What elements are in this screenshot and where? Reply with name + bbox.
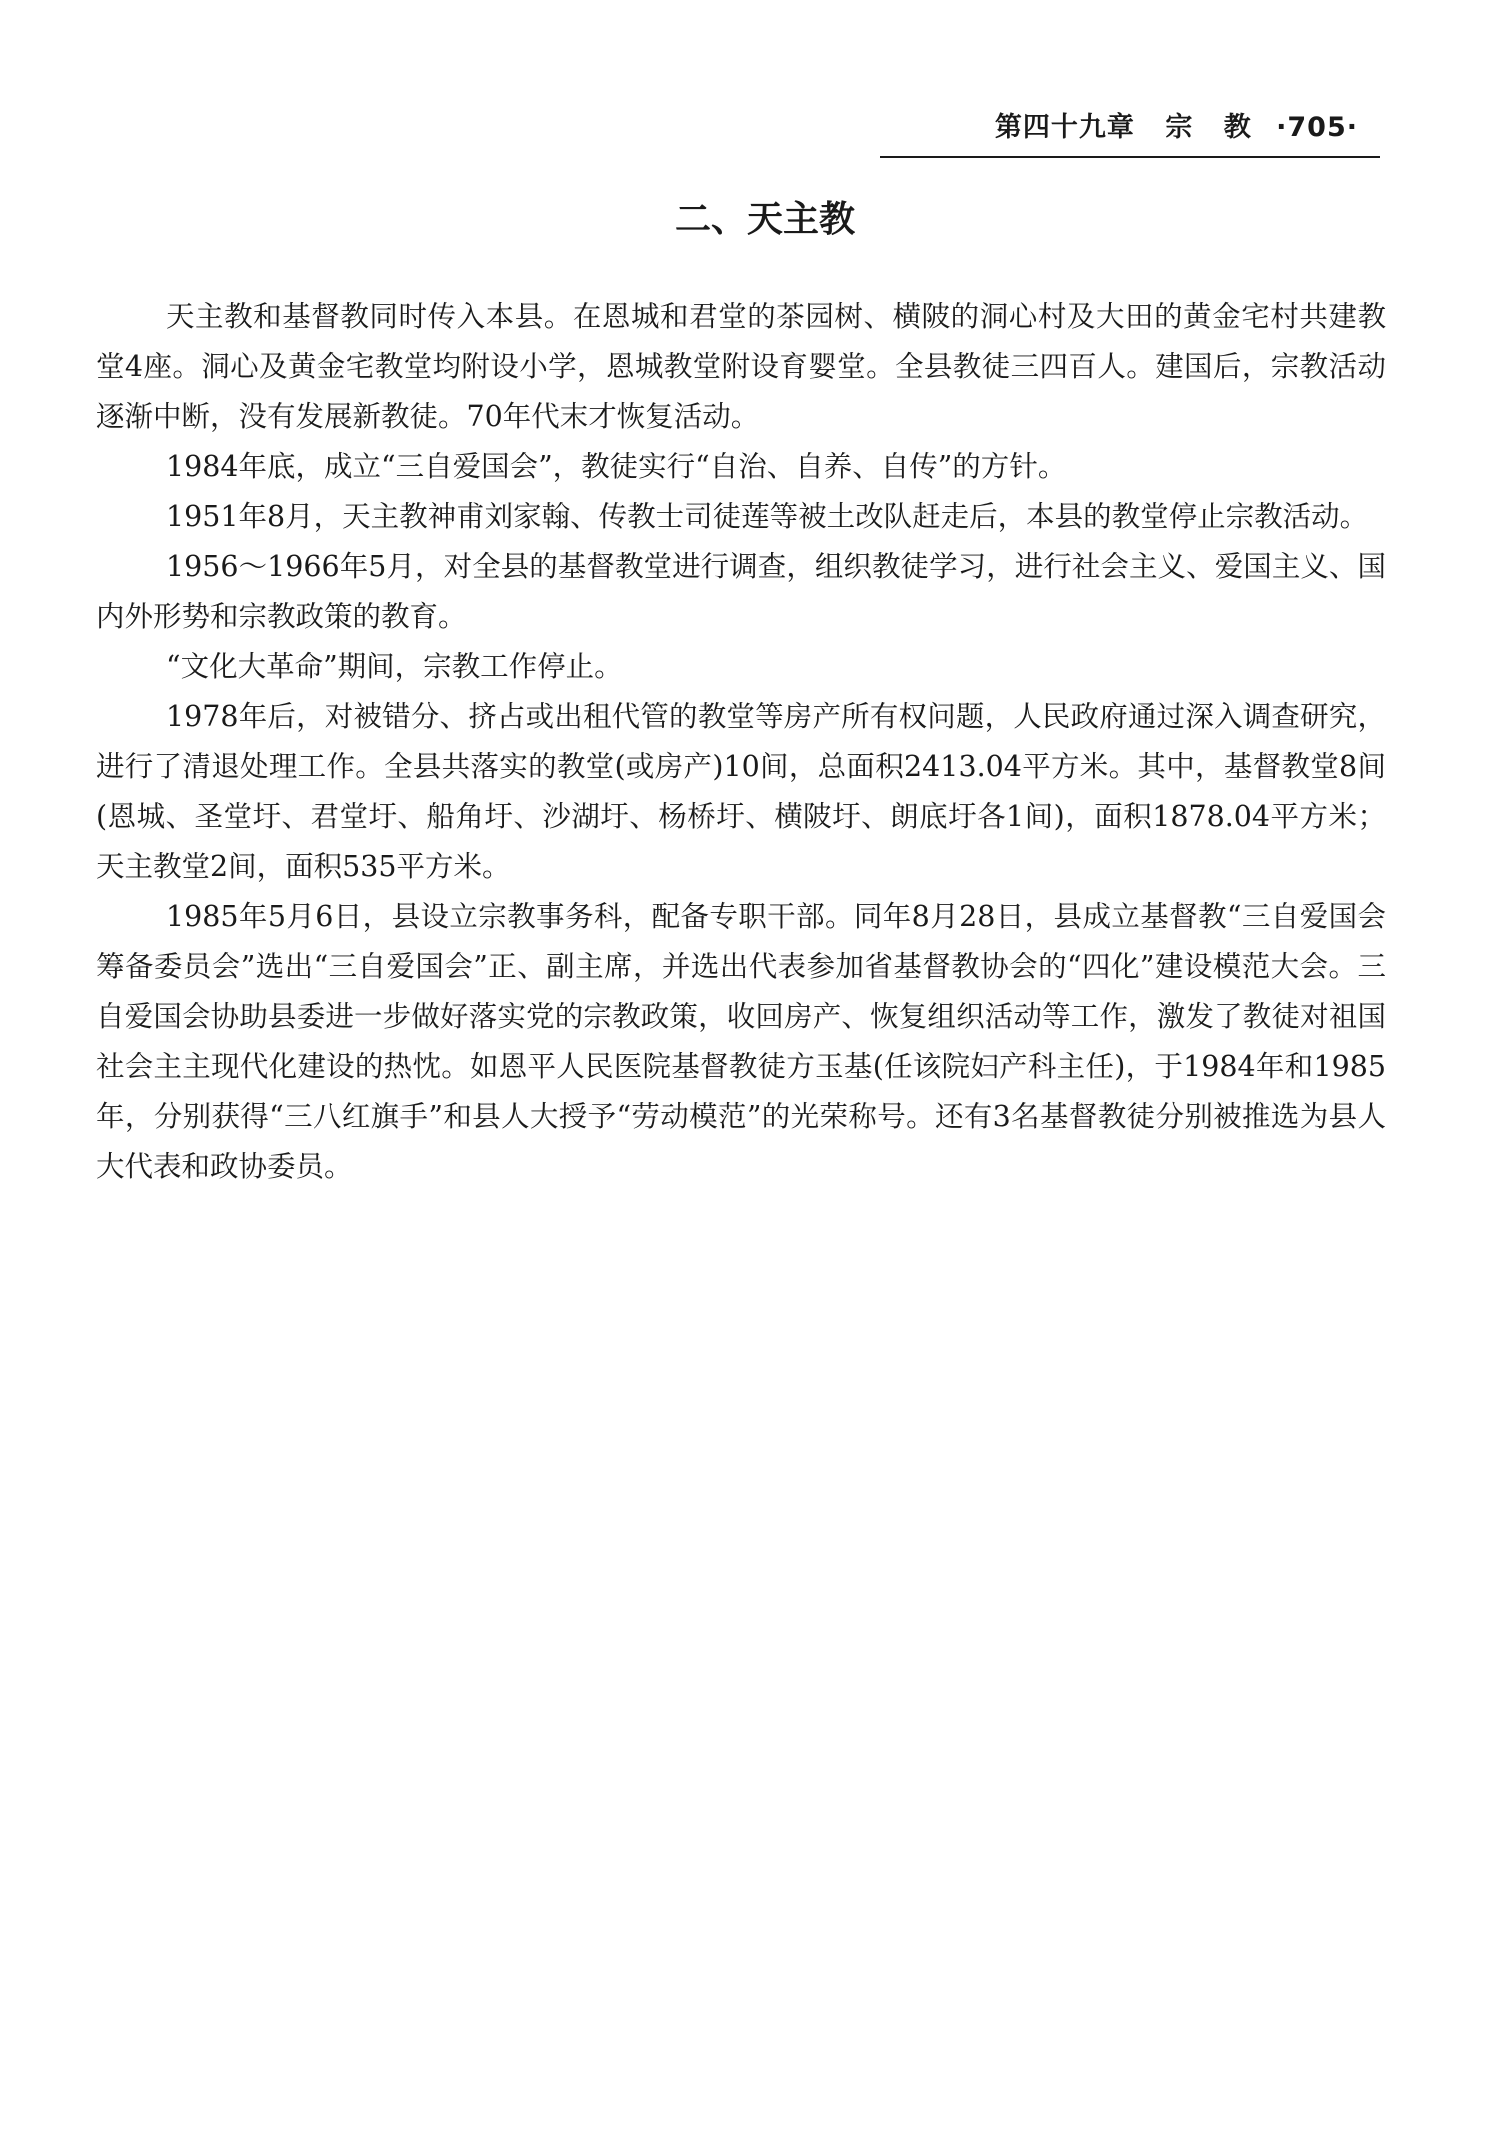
- page-number: ·705·: [1276, 112, 1358, 143]
- paragraph: “文化大革命”期间，宗教工作停止。: [166, 650, 623, 683]
- section-title: 二、天主教: [674, 199, 855, 240]
- chapter-label: 第四十九章: [994, 112, 1135, 143]
- body-text: [96, 292, 1386, 1192]
- paragraph: 1985年5月6日，县设立宗教事务科，配备专职干部。同年8月28日，县成立基督教“三自爱国会筹备委员会”选出“三自爱国会”正、副主席，并选出代表参加省基督教协会的“四化”建设模范大会。三自爱国会协助县委进一步做好落实党的宗教政策，收回房产、恢复组织活动等工作，激发了教徒对祖国社会主主现代化建设的热忱。如恩平人民医院基督教徒方玉基(任该院妇产科主任)，于1984年和1985年，分别获得“三八红旗手”和县人大授予“劳动模范”的光荣称号。还有3名基督教徒分别被推选为县人大代表和政协委员。: [96, 900, 1386, 1183]
- paragraph: 1984年底，成立“三自爱国会”，教徒实行“自治、自养、自传”的方针。: [166, 450, 1067, 483]
- paragraph: 天主教和基督教同时传入本县。在恩城和君堂的茶园树、横陂的洞心村及大田的黄金宅村共建教堂4座。洞心及黄金宅教堂均附设小学，恩城教堂附设育婴堂。全县教徒三四百人。建国后，宗教活动逐渐中断，没有发展新教徒。70年代末才恢复活动。: [96, 300, 1386, 433]
- topic-char-2: 教: [1223, 112, 1252, 143]
- paragraph: 1951年8月，天主教神甫刘家翰、传教士司徒莲等被土改队赶走后，本县的教堂停止宗教活动。: [166, 500, 1369, 533]
- topic-char-1: 宗: [1165, 112, 1194, 143]
- paragraph: 1978年后，对被错分、挤占或出租代管的教堂等房产所有权问题，人民政府通过深入调查研究，进行了清退处理工作。全县共落实的教堂(或房产)10间，总面积2413.04平方米。其中，基督教堂8间(恩城、圣堂圩、君堂圩、船角圩、沙湖圩、杨桥圩、横陂圩、朗底圩各1间)，面积1878.04平方米；天主教堂2间，面积535平方米。: [96, 700, 1386, 883]
- paragraph: 1956～1966年5月，对全县的基督教堂进行调查，组织教徒学习，进行社会主义、爱国主义、国内外形势和宗教政策的教育。: [96, 550, 1386, 633]
- running-header: [880, 110, 1380, 158]
